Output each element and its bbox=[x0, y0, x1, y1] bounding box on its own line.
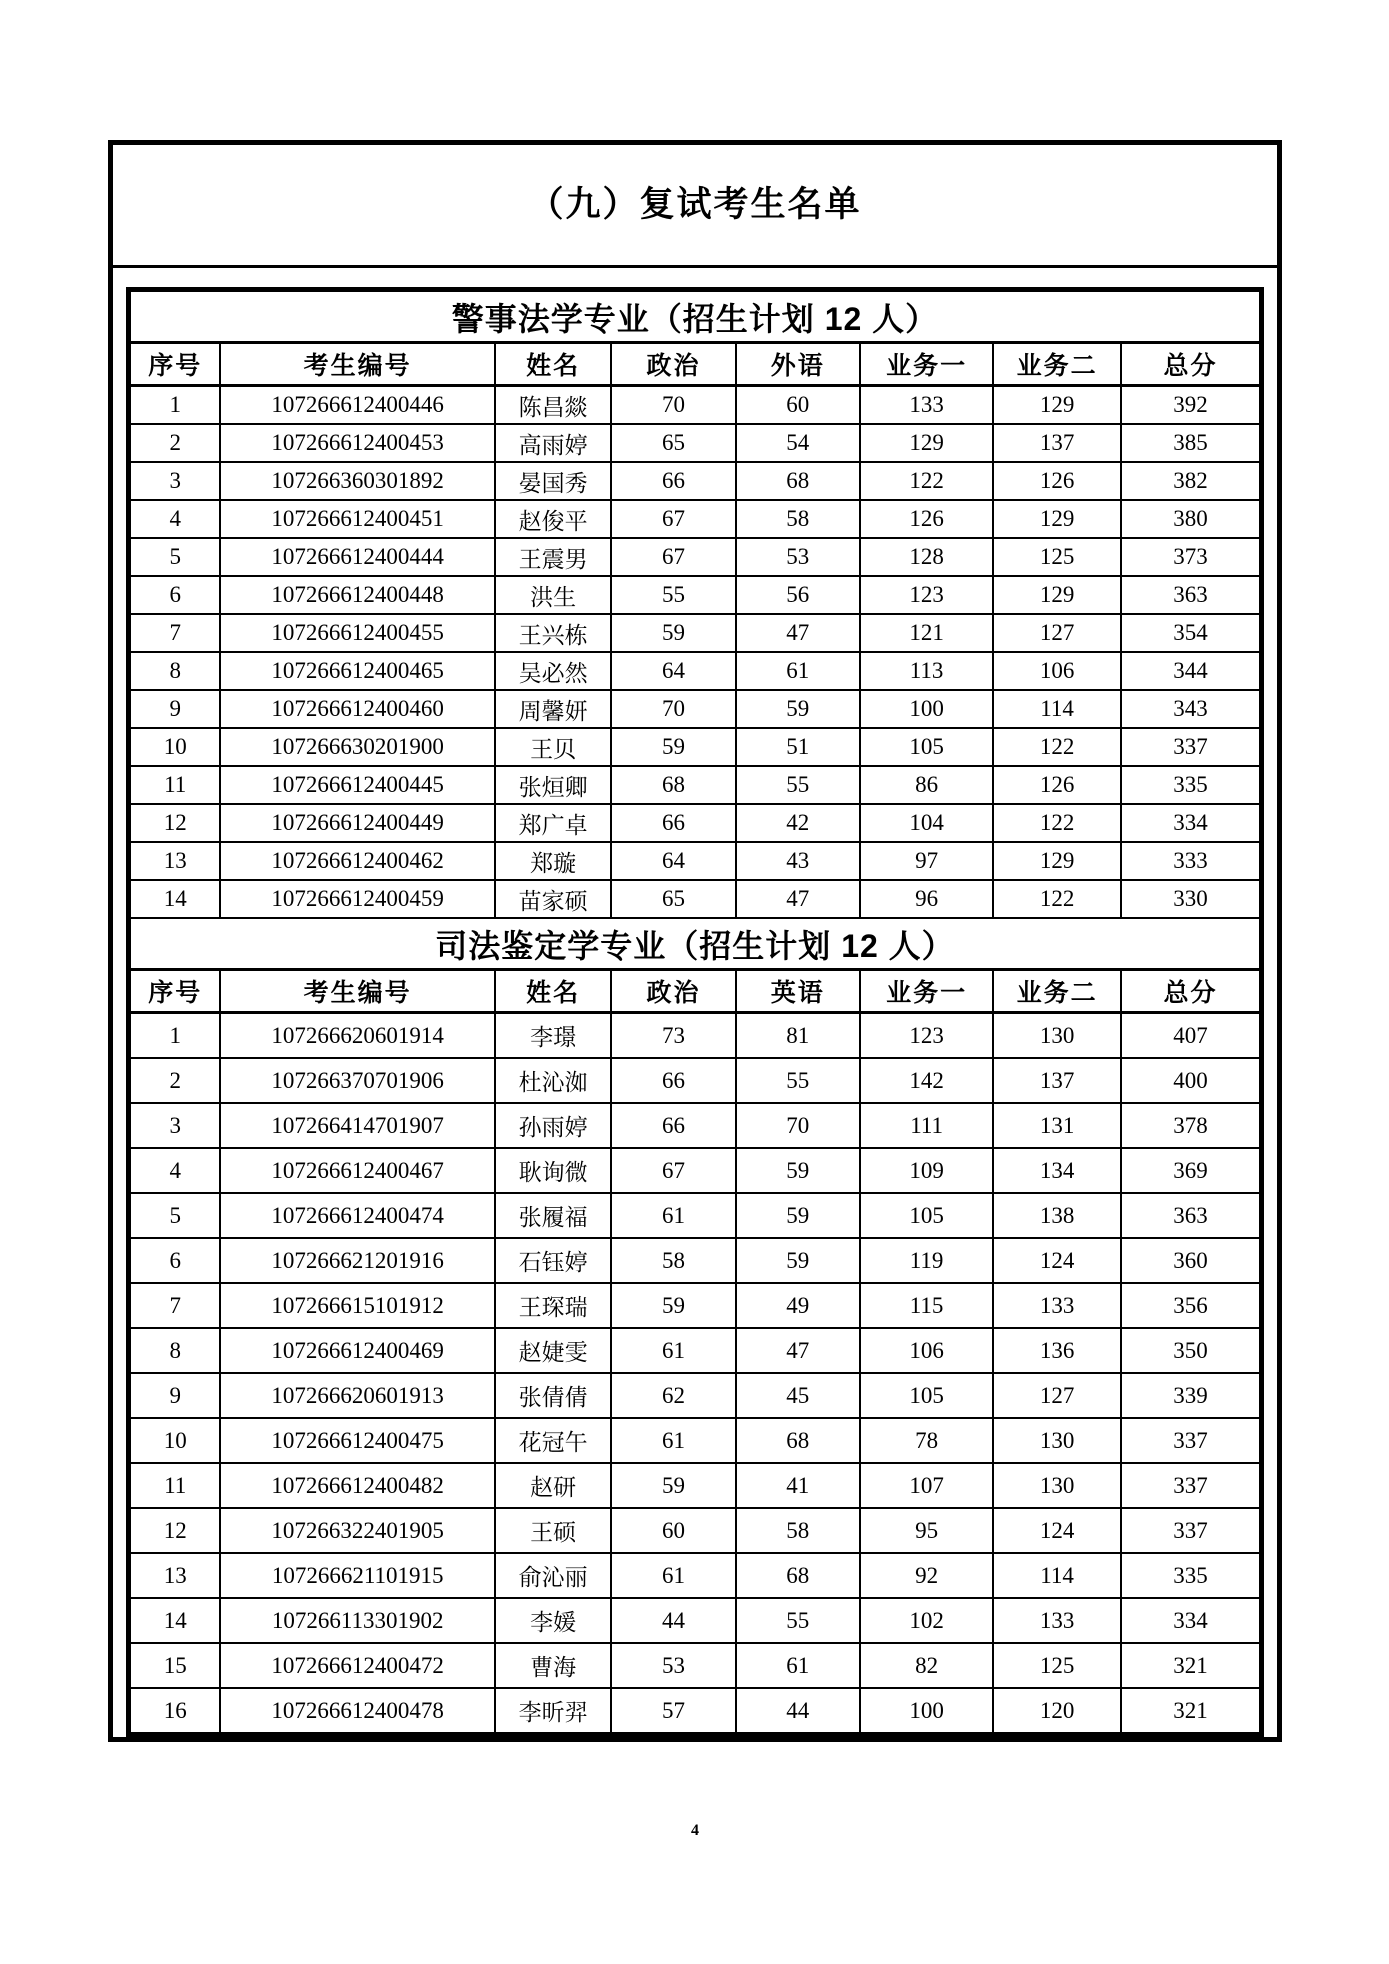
table-cell: 64 bbox=[611, 652, 735, 690]
table-cell: 41 bbox=[736, 1463, 860, 1508]
table-cell: 赵研 bbox=[495, 1463, 611, 1508]
table-cell: 400 bbox=[1121, 1058, 1260, 1103]
table-cell: 14 bbox=[130, 880, 220, 918]
table-cell: 107266612400462 bbox=[220, 842, 495, 880]
table-cell: 129 bbox=[860, 424, 993, 462]
table-cell: 51 bbox=[736, 728, 860, 766]
table-cell: 373 bbox=[1121, 538, 1260, 576]
table-cell: 104 bbox=[860, 804, 993, 842]
table-cell: 58 bbox=[611, 1238, 735, 1283]
table-cell: 107266612400460 bbox=[220, 690, 495, 728]
table-cell: 126 bbox=[993, 766, 1121, 804]
table-row bbox=[130, 1058, 1260, 1103]
table-cell: 10 bbox=[130, 728, 220, 766]
table-cell: 70 bbox=[611, 690, 735, 728]
table-cell: 61 bbox=[736, 652, 860, 690]
table-cell: 周馨妍 bbox=[495, 690, 611, 728]
table-cell: 44 bbox=[736, 1688, 860, 1733]
table-cell: 55 bbox=[736, 1598, 860, 1643]
table-cell: 126 bbox=[993, 462, 1121, 500]
page-title: （九）复试考生名单 bbox=[113, 145, 1277, 268]
table-cell: 李璟 bbox=[495, 1013, 611, 1059]
table-cell: 343 bbox=[1121, 690, 1260, 728]
table-cell: 95 bbox=[860, 1508, 993, 1553]
table-cell: 385 bbox=[1121, 424, 1260, 462]
page-number: 4 bbox=[691, 1822, 699, 1839]
table-cell: 1 bbox=[130, 1013, 220, 1059]
table-cell: 107266612400475 bbox=[220, 1418, 495, 1463]
table-cell: 14 bbox=[130, 1598, 220, 1643]
table-row bbox=[130, 462, 1260, 500]
table-cell: 赵婕雯 bbox=[495, 1328, 611, 1373]
table-cell: 334 bbox=[1121, 804, 1260, 842]
table-row bbox=[130, 766, 1260, 804]
table-cell: 张履福 bbox=[495, 1193, 611, 1238]
table-cell: 58 bbox=[736, 1508, 860, 1553]
table-cell: 68 bbox=[736, 462, 860, 500]
table-cell: 68 bbox=[611, 766, 735, 804]
table-cell: 3 bbox=[130, 1103, 220, 1148]
table-cell: 4 bbox=[130, 1148, 220, 1193]
table-cell: 107266414701907 bbox=[220, 1103, 495, 1148]
table-cell: 45 bbox=[736, 1373, 860, 1418]
table-cell: 122 bbox=[993, 880, 1121, 918]
table-cell: 382 bbox=[1121, 462, 1260, 500]
table-cell: 王琛瑞 bbox=[495, 1283, 611, 1328]
table-cell: 9 bbox=[130, 1373, 220, 1418]
table-cell: 82 bbox=[860, 1643, 993, 1688]
table-cell: 59 bbox=[611, 1463, 735, 1508]
table-cell: 2 bbox=[130, 424, 220, 462]
table-cell: 石钰婷 bbox=[495, 1238, 611, 1283]
table-cell: 5 bbox=[130, 1193, 220, 1238]
table-cell: 105 bbox=[860, 728, 993, 766]
table-cell: 47 bbox=[736, 1328, 860, 1373]
table-cell: 53 bbox=[611, 1643, 735, 1688]
table-cell: 59 bbox=[736, 690, 860, 728]
table-cell: 56 bbox=[736, 576, 860, 614]
table-cell: 92 bbox=[860, 1553, 993, 1598]
table-cell: 107266612400472 bbox=[220, 1643, 495, 1688]
table-cell: 61 bbox=[611, 1193, 735, 1238]
table-cell: 王兴栋 bbox=[495, 614, 611, 652]
column-header: 序号 bbox=[130, 343, 220, 386]
table-cell: 114 bbox=[993, 690, 1121, 728]
table-cell: 129 bbox=[993, 500, 1121, 538]
table-cell: 赵俊平 bbox=[495, 500, 611, 538]
table-cell: 8 bbox=[130, 1328, 220, 1373]
table-cell: 137 bbox=[993, 1058, 1121, 1103]
table-cell: 6 bbox=[130, 576, 220, 614]
column-header: 考生编号 bbox=[220, 343, 495, 386]
table-cell: 曹海 bbox=[495, 1643, 611, 1688]
table-cell: 122 bbox=[860, 462, 993, 500]
table-cell: 122 bbox=[993, 728, 1121, 766]
table-cell: 44 bbox=[611, 1598, 735, 1643]
table-cell: 334 bbox=[1121, 1598, 1260, 1643]
table-cell: 380 bbox=[1121, 500, 1260, 538]
table-cell: 61 bbox=[611, 1553, 735, 1598]
table-cell: 107266113301902 bbox=[220, 1598, 495, 1643]
table-cell: 78 bbox=[860, 1418, 993, 1463]
table-row bbox=[130, 690, 1260, 728]
column-header: 业务二 bbox=[993, 970, 1121, 1013]
table-cell: 11 bbox=[130, 1463, 220, 1508]
table-row bbox=[130, 500, 1260, 538]
table-cell: 363 bbox=[1121, 1193, 1260, 1238]
table-cell: 107266630201900 bbox=[220, 728, 495, 766]
table-cell: 107266612400455 bbox=[220, 614, 495, 652]
column-header: 姓名 bbox=[495, 970, 611, 1013]
table-cell: 65 bbox=[611, 880, 735, 918]
table-cell: 335 bbox=[1121, 1553, 1260, 1598]
table-cell: 337 bbox=[1121, 1463, 1260, 1508]
table-cell: 138 bbox=[993, 1193, 1121, 1238]
table-cell: 王硕 bbox=[495, 1508, 611, 1553]
table-cell: 134 bbox=[993, 1148, 1121, 1193]
table-cell: 13 bbox=[130, 842, 220, 880]
table-cell: 15 bbox=[130, 1643, 220, 1688]
table-cell: 吴必然 bbox=[495, 652, 611, 690]
table-cell: 130 bbox=[993, 1013, 1121, 1059]
table-cell: 107266612400478 bbox=[220, 1688, 495, 1733]
table-row bbox=[130, 1238, 1260, 1283]
table-cell: 107266612400482 bbox=[220, 1463, 495, 1508]
table-row bbox=[130, 1463, 1260, 1508]
section-title: 警事法学专业（招生计划 12 人） bbox=[130, 291, 1260, 343]
table-cell: 张烜卿 bbox=[495, 766, 611, 804]
table-cell: 333 bbox=[1121, 842, 1260, 880]
candidates-table-container bbox=[126, 287, 1264, 1737]
table-cell: 129 bbox=[993, 576, 1121, 614]
table-cell: 133 bbox=[993, 1283, 1121, 1328]
table-cell: 363 bbox=[1121, 576, 1260, 614]
table-cell: 125 bbox=[993, 1643, 1121, 1688]
table-cell: 115 bbox=[860, 1283, 993, 1328]
table-row bbox=[130, 1013, 1260, 1059]
table-cell: 129 bbox=[993, 842, 1121, 880]
table-cell: 111 bbox=[860, 1103, 993, 1148]
table-cell: 100 bbox=[860, 690, 993, 728]
table-cell: 113 bbox=[860, 652, 993, 690]
table-cell: 12 bbox=[130, 804, 220, 842]
table-row bbox=[130, 652, 1260, 690]
table-cell: 107266615101912 bbox=[220, 1283, 495, 1328]
table-cell: 133 bbox=[993, 1598, 1121, 1643]
table-cell: 124 bbox=[993, 1238, 1121, 1283]
table-cell: 107266621101915 bbox=[220, 1553, 495, 1598]
table-cell: 107266612400445 bbox=[220, 766, 495, 804]
table-cell: 102 bbox=[860, 1598, 993, 1643]
table-cell: 337 bbox=[1121, 728, 1260, 766]
table-cell: 杜沁洳 bbox=[495, 1058, 611, 1103]
table-cell: 7 bbox=[130, 1283, 220, 1328]
table-cell: 59 bbox=[736, 1148, 860, 1193]
table-cell: 49 bbox=[736, 1283, 860, 1328]
table-cell: 107266612400446 bbox=[220, 386, 495, 425]
table-cell: 54 bbox=[736, 424, 860, 462]
table-cell: 67 bbox=[611, 500, 735, 538]
table-cell: 392 bbox=[1121, 386, 1260, 425]
table-cell: 120 bbox=[993, 1688, 1121, 1733]
table-cell: 107266612400469 bbox=[220, 1328, 495, 1373]
column-header: 英语 bbox=[736, 970, 860, 1013]
table-cell: 66 bbox=[611, 1058, 735, 1103]
table-cell: 105 bbox=[860, 1193, 993, 1238]
table-cell: 107266322401905 bbox=[220, 1508, 495, 1553]
table-cell: 114 bbox=[993, 1553, 1121, 1598]
table-cell: 王贝 bbox=[495, 728, 611, 766]
table-cell: 124 bbox=[993, 1508, 1121, 1553]
table-row bbox=[130, 1553, 1260, 1598]
table-cell: 107266612400453 bbox=[220, 424, 495, 462]
table-cell: 59 bbox=[611, 614, 735, 652]
table-cell: 107266612400449 bbox=[220, 804, 495, 842]
column-header: 总分 bbox=[1121, 970, 1260, 1013]
table-cell: 356 bbox=[1121, 1283, 1260, 1328]
table-cell: 68 bbox=[736, 1553, 860, 1598]
table-cell: 苗家硕 bbox=[495, 880, 611, 918]
table-cell: 127 bbox=[993, 1373, 1121, 1418]
table-cell: 8 bbox=[130, 652, 220, 690]
column-header: 考生编号 bbox=[220, 970, 495, 1013]
table-cell: 13 bbox=[130, 1553, 220, 1598]
table-cell: 337 bbox=[1121, 1418, 1260, 1463]
table-cell: 107266612400459 bbox=[220, 880, 495, 918]
table-row bbox=[130, 880, 1260, 918]
table-cell: 133 bbox=[860, 386, 993, 425]
table-cell: 5 bbox=[130, 538, 220, 576]
table-cell: 70 bbox=[736, 1103, 860, 1148]
table-cell: 俞沁丽 bbox=[495, 1553, 611, 1598]
table-cell: 119 bbox=[860, 1238, 993, 1283]
table-row bbox=[130, 1508, 1260, 1553]
table-cell: 66 bbox=[611, 462, 735, 500]
column-header: 外语 bbox=[736, 343, 860, 386]
table-cell: 335 bbox=[1121, 766, 1260, 804]
candidates-table bbox=[129, 290, 1261, 1734]
table-cell: 131 bbox=[993, 1103, 1121, 1148]
table-cell: 109 bbox=[860, 1148, 993, 1193]
table-cell: 107266620601913 bbox=[220, 1373, 495, 1418]
table-cell: 孙雨婷 bbox=[495, 1103, 611, 1148]
table-cell: 136 bbox=[993, 1328, 1121, 1373]
table-cell: 107266621201916 bbox=[220, 1238, 495, 1283]
table-cell: 369 bbox=[1121, 1148, 1260, 1193]
table-cell: 67 bbox=[611, 1148, 735, 1193]
table-cell: 王震男 bbox=[495, 538, 611, 576]
table-row bbox=[130, 842, 1260, 880]
table-cell: 73 bbox=[611, 1013, 735, 1059]
table-cell: 郑璇 bbox=[495, 842, 611, 880]
table-cell: 洪生 bbox=[495, 576, 611, 614]
table-cell: 12 bbox=[130, 1508, 220, 1553]
table-row bbox=[130, 1598, 1260, 1643]
table-row bbox=[130, 386, 1260, 425]
table-cell: 16 bbox=[130, 1688, 220, 1733]
table-cell: 晏国秀 bbox=[495, 462, 611, 500]
table-cell: 59 bbox=[611, 728, 735, 766]
table-cell: 68 bbox=[736, 1418, 860, 1463]
table-cell: 62 bbox=[611, 1373, 735, 1418]
table-cell: 66 bbox=[611, 804, 735, 842]
table-cell: 55 bbox=[736, 1058, 860, 1103]
table-cell: 137 bbox=[993, 424, 1121, 462]
table-cell: 126 bbox=[860, 500, 993, 538]
table-cell: 100 bbox=[860, 1688, 993, 1733]
table-cell: 321 bbox=[1121, 1643, 1260, 1688]
table-cell: 郑广卓 bbox=[495, 804, 611, 842]
table-cell: 陈昌燚 bbox=[495, 386, 611, 425]
table-cell: 10 bbox=[130, 1418, 220, 1463]
table-cell: 高雨婷 bbox=[495, 424, 611, 462]
table-cell: 47 bbox=[736, 880, 860, 918]
column-header: 政治 bbox=[611, 970, 735, 1013]
table-cell: 81 bbox=[736, 1013, 860, 1059]
table-cell: 122 bbox=[993, 804, 1121, 842]
table-cell: 107266612400444 bbox=[220, 538, 495, 576]
table-cell: 6 bbox=[130, 1238, 220, 1283]
column-header: 政治 bbox=[611, 343, 735, 386]
table-cell: 125 bbox=[993, 538, 1121, 576]
table-cell: 339 bbox=[1121, 1373, 1260, 1418]
table-cell: 107266612400467 bbox=[220, 1148, 495, 1193]
table-cell: 107266612400465 bbox=[220, 652, 495, 690]
table-cell: 107266612400448 bbox=[220, 576, 495, 614]
table-row bbox=[130, 1103, 1260, 1148]
column-header: 序号 bbox=[130, 970, 220, 1013]
table-cell: 57 bbox=[611, 1688, 735, 1733]
table-cell: 337 bbox=[1121, 1508, 1260, 1553]
table-cell: 55 bbox=[611, 576, 735, 614]
table-cell: 107266370701906 bbox=[220, 1058, 495, 1103]
table-cell: 47 bbox=[736, 614, 860, 652]
table-cell: 55 bbox=[736, 766, 860, 804]
table-cell: 130 bbox=[993, 1463, 1121, 1508]
table-cell: 106 bbox=[860, 1328, 993, 1373]
table-cell: 123 bbox=[860, 576, 993, 614]
table-cell: 130 bbox=[993, 1418, 1121, 1463]
table-row bbox=[130, 1193, 1260, 1238]
table-cell: 123 bbox=[860, 1013, 993, 1059]
table-cell: 360 bbox=[1121, 1238, 1260, 1283]
table-cell: 李昕羿 bbox=[495, 1688, 611, 1733]
table-cell: 96 bbox=[860, 880, 993, 918]
table-cell: 121 bbox=[860, 614, 993, 652]
table-row bbox=[130, 424, 1260, 462]
table-cell: 61 bbox=[611, 1328, 735, 1373]
table-row bbox=[130, 728, 1260, 766]
table-cell: 58 bbox=[736, 500, 860, 538]
table-cell: 张倩倩 bbox=[495, 1373, 611, 1418]
table-cell: 107266612400451 bbox=[220, 500, 495, 538]
table-cell: 107 bbox=[860, 1463, 993, 1508]
table-cell: 67 bbox=[611, 538, 735, 576]
table-cell: 59 bbox=[736, 1238, 860, 1283]
table-cell: 344 bbox=[1121, 652, 1260, 690]
table-cell: 59 bbox=[611, 1283, 735, 1328]
table-row bbox=[130, 614, 1260, 652]
table-cell: 耿询微 bbox=[495, 1148, 611, 1193]
table-cell: 354 bbox=[1121, 614, 1260, 652]
table-cell: 64 bbox=[611, 842, 735, 880]
table-cell: 330 bbox=[1121, 880, 1260, 918]
table-cell: 107266612400474 bbox=[220, 1193, 495, 1238]
table-row bbox=[130, 1373, 1260, 1418]
table-cell: 1 bbox=[130, 386, 220, 425]
table-row bbox=[130, 1643, 1260, 1688]
table-cell: 60 bbox=[611, 1508, 735, 1553]
table-cell: 42 bbox=[736, 804, 860, 842]
table-row bbox=[130, 1148, 1260, 1193]
table-cell: 59 bbox=[736, 1193, 860, 1238]
table-row bbox=[130, 804, 1260, 842]
table-cell: 66 bbox=[611, 1103, 735, 1148]
table-cell: 11 bbox=[130, 766, 220, 804]
column-header: 姓名 bbox=[495, 343, 611, 386]
table-cell: 2 bbox=[130, 1058, 220, 1103]
section-title: 司法鉴定学专业（招生计划 12 人） bbox=[130, 918, 1260, 970]
table-cell: 7 bbox=[130, 614, 220, 652]
table-cell: 350 bbox=[1121, 1328, 1260, 1373]
table-cell: 105 bbox=[860, 1373, 993, 1418]
table-cell: 321 bbox=[1121, 1688, 1260, 1733]
table-cell: 129 bbox=[993, 386, 1121, 425]
table-cell: 142 bbox=[860, 1058, 993, 1103]
table-cell: 李媛 bbox=[495, 1598, 611, 1643]
table-cell: 106 bbox=[993, 652, 1121, 690]
table-row bbox=[130, 1328, 1260, 1373]
column-header: 总分 bbox=[1121, 343, 1260, 386]
table-cell: 61 bbox=[611, 1418, 735, 1463]
table-cell: 378 bbox=[1121, 1103, 1260, 1148]
table-row bbox=[130, 538, 1260, 576]
table-cell: 70 bbox=[611, 386, 735, 425]
table-cell: 86 bbox=[860, 766, 993, 804]
table-cell: 107266360301892 bbox=[220, 462, 495, 500]
column-header: 业务一 bbox=[860, 343, 993, 386]
table-row bbox=[130, 576, 1260, 614]
table-cell: 43 bbox=[736, 842, 860, 880]
table-cell: 97 bbox=[860, 842, 993, 880]
column-header: 业务二 bbox=[993, 343, 1121, 386]
table-cell: 53 bbox=[736, 538, 860, 576]
table-row bbox=[130, 1283, 1260, 1328]
table-cell: 127 bbox=[993, 614, 1121, 652]
table-cell: 花冠午 bbox=[495, 1418, 611, 1463]
table-cell: 9 bbox=[130, 690, 220, 728]
document-frame bbox=[108, 140, 1282, 1742]
table-cell: 407 bbox=[1121, 1013, 1260, 1059]
table-cell: 60 bbox=[736, 386, 860, 425]
table-cell: 3 bbox=[130, 462, 220, 500]
column-header: 业务一 bbox=[860, 970, 993, 1013]
table-cell: 65 bbox=[611, 424, 735, 462]
table-cell: 107266620601914 bbox=[220, 1013, 495, 1059]
table-row bbox=[130, 1418, 1260, 1463]
table-cell: 4 bbox=[130, 500, 220, 538]
table-row bbox=[130, 1688, 1260, 1733]
table-cell: 61 bbox=[736, 1643, 860, 1688]
table-cell: 128 bbox=[860, 538, 993, 576]
